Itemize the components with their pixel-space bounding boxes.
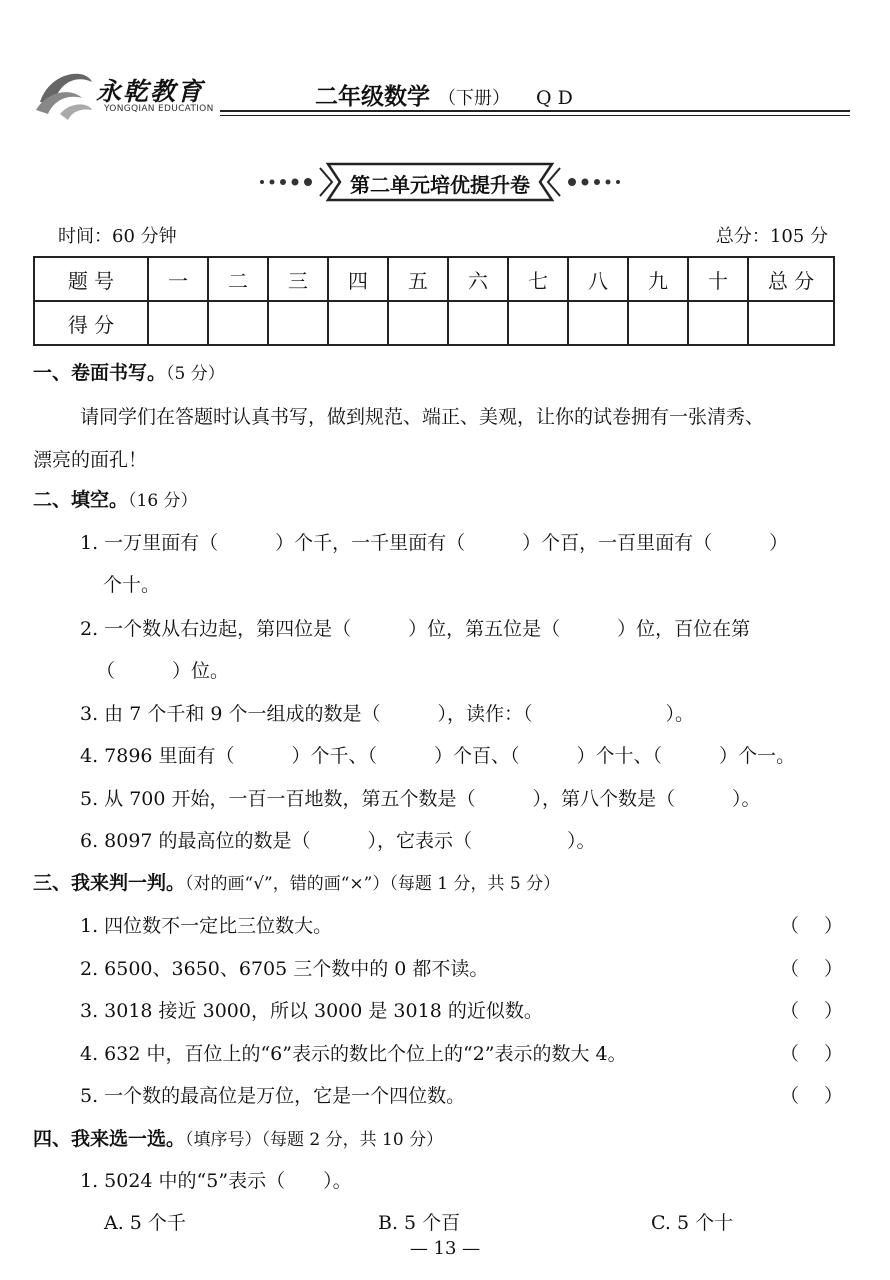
score-header-cell: 七	[508, 257, 568, 301]
score-header-cell: 四	[328, 257, 388, 301]
option-b[interactable]: B. 5 个百	[378, 1212, 461, 1234]
section2-title: 二、填空。	[33, 489, 129, 511]
score-header-cell: 总 分	[748, 257, 834, 301]
score-input-cell[interactable]	[688, 301, 748, 345]
question-2-1-cont: 个十。	[103, 574, 161, 596]
section2-heading	[33, 485, 198, 512]
section1-points: （5 分）	[166, 364, 225, 384]
score-header-cell: 三	[268, 257, 328, 301]
header-rule	[220, 110, 850, 112]
section3-points: （对的画“√”，错的画“×”）（每题 1 分，共 5 分）	[185, 874, 561, 894]
header-rule-thin	[220, 115, 850, 116]
course-volume: （下册）	[438, 88, 510, 109]
score-input-cell[interactable]	[328, 301, 388, 345]
judge-answer-paren[interactable]: （ ）	[780, 1000, 844, 1022]
judge-item: 5. 一个数的最高位是万位，它是一个四位数。	[80, 1085, 466, 1107]
score-header-cell: 一	[148, 257, 208, 301]
question-2-3: 3. 由 7 个千和 9 个一组成的数是（ ），读作：（ ）。	[80, 703, 695, 725]
judge-answer-paren[interactable]: （ ）	[780, 1085, 844, 1107]
score-table-score-row	[34, 301, 834, 345]
judge-answer-paren[interactable]: （ ）	[780, 1043, 844, 1065]
judge-answer-paren[interactable]: （ ）	[780, 958, 844, 980]
judge-item: 2. 6500、3650、6705 三个数中的 0 都不读。	[80, 958, 489, 980]
question-2-4: 4. 7896 里面有（ ）个千、（ ）个百、（ ）个十、（ ）个一。	[80, 745, 796, 767]
course-title	[315, 78, 579, 111]
exam-time: 时间：60 分钟	[58, 226, 177, 247]
section4-points: （填序号）（每题 2 分，共 10 分）	[185, 1130, 444, 1150]
score-input-cell[interactable]	[508, 301, 568, 345]
section1-text-line1: 请同学们在答题时认真书写，做到规范、端正、美观，让你的试卷拥有一张清秀、	[80, 406, 765, 428]
score-table	[33, 256, 835, 346]
score-row-label: 得 分	[34, 301, 148, 345]
question-2-2-cont: （ ）位。	[96, 660, 230, 682]
score-header-cell: 六	[448, 257, 508, 301]
score-input-cell[interactable]	[208, 301, 268, 345]
score-input-cell[interactable]	[628, 301, 688, 345]
section1-heading	[33, 358, 225, 385]
score-input-cell[interactable]	[748, 301, 834, 345]
score-input-cell[interactable]	[388, 301, 448, 345]
section4-heading	[33, 1124, 443, 1151]
score-header-cell: 二	[208, 257, 268, 301]
judge-item: 3. 3018 接近 3000，所以 3000 是 3018 的近似数。	[80, 1000, 543, 1022]
section1-text-line2: 漂亮的面孔！	[33, 449, 148, 471]
question-4-1: 1. 5024 中的“5”表示（ ）。	[80, 1170, 352, 1192]
course-name: 二年级数学	[315, 83, 430, 110]
judge-item: 1. 四位数不一定比三位数大。	[80, 915, 333, 937]
score-input-cell[interactable]	[148, 301, 208, 345]
score-input-cell[interactable]	[448, 301, 508, 345]
brand-name-en: YONGQIAN EDUCATION	[104, 104, 214, 114]
option-c[interactable]: C. 5 个十	[651, 1212, 734, 1234]
option-a[interactable]: A. 5 个千	[104, 1212, 186, 1234]
score-header-cell: 题 号	[34, 257, 148, 301]
exam-total-score: 总分：105 分	[715, 226, 828, 247]
section2-points: （16 分）	[128, 491, 198, 511]
question-2-6: 6. 8097 的最高位的数是（ ），它表示（ ）。	[80, 830, 596, 852]
question-2-5: 5. 从 700 开始，一百一百地数，第五个数是（ ），第八个数是（ ）。	[80, 788, 761, 810]
course-code: QD	[536, 87, 579, 109]
section3-title: 三、我来判一判。	[33, 872, 186, 894]
judge-answer-paren[interactable]: （ ）	[780, 915, 844, 937]
score-header-cell: 八	[568, 257, 628, 301]
question-2-2: 2. 一个数从右边起，第四位是（ ）位，第五位是（ ）位，百位在第	[80, 618, 751, 640]
score-header-cell: 九	[628, 257, 688, 301]
page-title: 第二单元培优提升卷	[350, 173, 530, 197]
section1-title: 一、卷面书写。	[33, 362, 167, 384]
score-table-header-row	[34, 257, 834, 301]
score-header-cell: 十	[688, 257, 748, 301]
score-input-cell[interactable]	[568, 301, 628, 345]
page-number: — 13 —	[409, 1238, 481, 1259]
section3-heading	[33, 868, 560, 895]
score-input-cell[interactable]	[268, 301, 328, 345]
brand-name: 永乾教育	[96, 77, 205, 106]
question-2-1: 1. 一万里面有（ ）个千，一千里面有（ ）个百，一百里面有（ ）	[80, 532, 789, 554]
section4-title: 四、我来选一选。	[33, 1128, 186, 1150]
judge-item: 4. 632 中，百位上的“6”表示的数比个位上的“2”表示的数大 4。	[80, 1043, 627, 1065]
score-header-cell: 五	[388, 257, 448, 301]
